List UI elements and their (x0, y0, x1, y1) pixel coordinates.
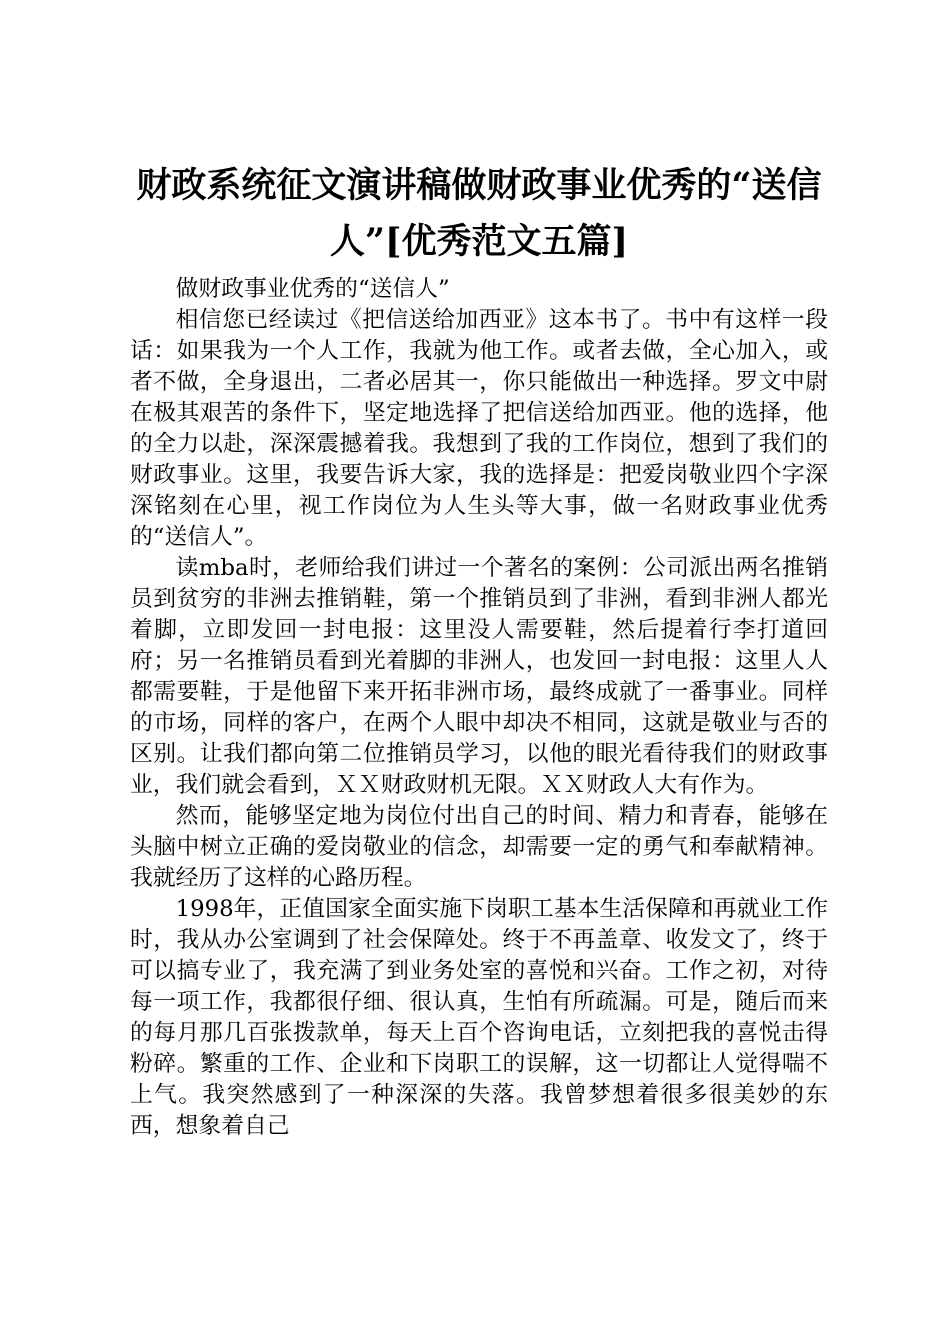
document-page (130, 158, 828, 1142)
subtitle-paragraph: 做财政事业优秀的“送信人” (175, 276, 450, 302)
body-paragraph: 1998年，正值国家全面实施下岗职工基本生活保障和再就业工作时，我从办公室调到了社会保障处。终于不再盖章、收发文了，终于可以搞专业了，我充满了到业务处室的喜悦和兴奋。工作之初，对待每一项工作，我都很仔细、很认真，生怕有所疏漏。可是，随后而来的每月那几百张拨款单，每天上百个咨询电话，立刻把我的喜悦击得粉碎。繁重的工作、企业和下岗职工的误解，这一切都让人觉得喘不上气。我突然感到了一种深深的失落。我曾梦想着很多很美妙的东西，想象着自己 (130, 896, 828, 1139)
title-line-1: 财政系统征文演讲稿做财政事业优秀的“送信 (136, 165, 822, 206)
body-paragraph: 读mba时，老师给我们讲过一个著名的案例：公司派出两名推销员到贫穷的非洲去推销鞋，第一个推销员到了非洲，看到非洲人都光着脚，立即发回一封电报：这里没人需要鞋，然后提着行李打道回府；另一名推销员看到光着脚的非洲人，也发回一封电报：这里人人都需要鞋，于是他留下来开拓非洲市场，最终成就了一番事业。同样的市场，同样的客户，在两个人眼中却决不相同，这就是敬业与否的区别。让我们都向第二位推销员学习，以他的眼光看待我们的财政事业，我们就会看到，ＸＸ财政财机无限。ＸＸ财政人大有作为。 (130, 555, 828, 798)
document-body (130, 274, 828, 1142)
document-title (130, 158, 828, 270)
body-paragraph: 相信您已经读过《把信送给加西亚》这本书了。书中有这样一段话：如果我为一个人工作，我就为他工作。或者去做，全心加入，或者不做，全身退出，二者必居其一，你只能做出一种选择。罗文中尉在极其艰苦的条件下，坚定地选择了把信送给加西亚。他的选择，他的全力以赴，深深震撼着我。我想到了我的工作岗位，想到了我们的财政事业。这里，我要告诉大家，我的选择是：把爱岗敬业四个字深深铭刻在心里，视工作岗位为人生头等大事，做一名财政事业优秀的“送信人”。 (130, 307, 828, 550)
body-paragraph: 然而，能够坚定地为岗位付出自己的时间、精力和青春，能够在头脑中树立正确的爱岗敬业的信念，却需要一定的勇气和奉献精神。我就经历了这样的心路历程。 (130, 803, 828, 891)
title-line-2: 人”[优秀范文五篇] (329, 221, 629, 262)
